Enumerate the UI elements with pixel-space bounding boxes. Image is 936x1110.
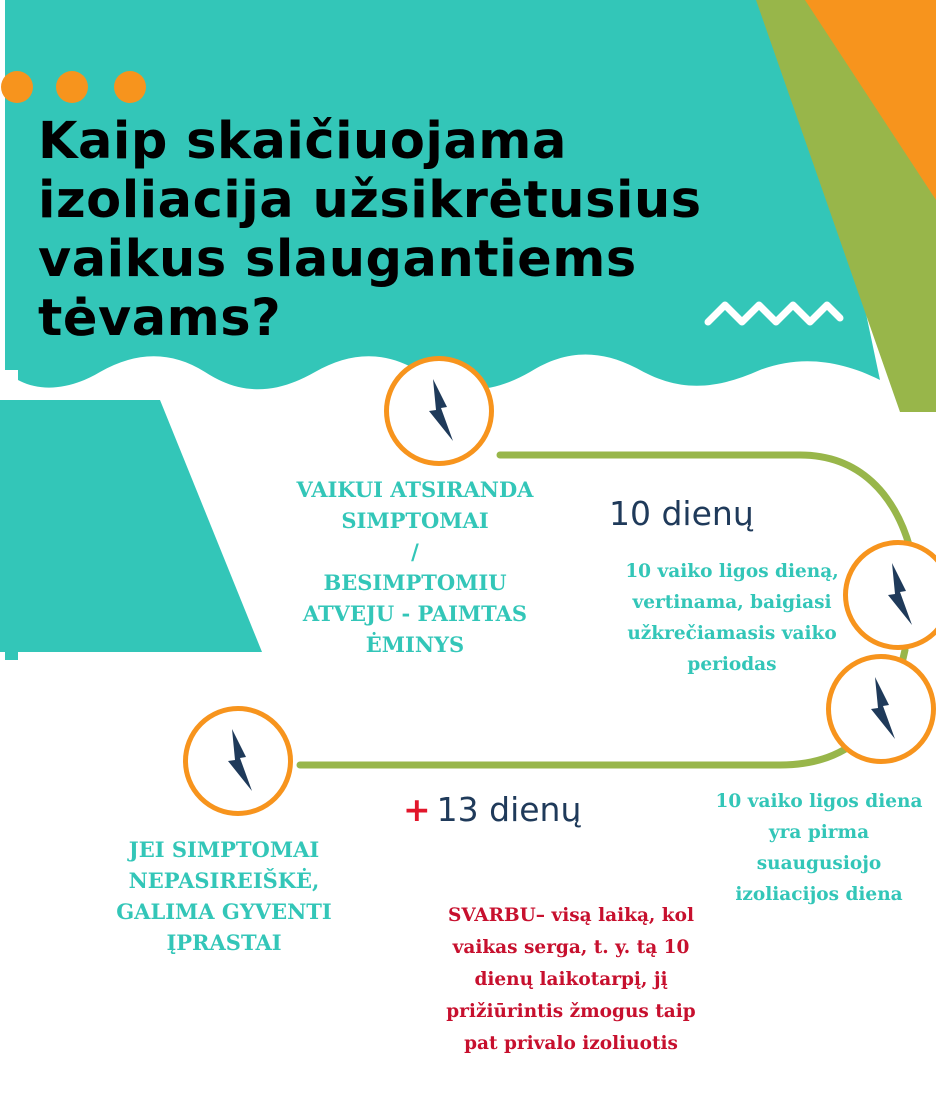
lightning-icon — [188, 711, 288, 811]
lightning-icon — [389, 361, 489, 461]
warning-keyword: SVARBU — [447, 905, 536, 926]
orange-dot — [114, 71, 146, 103]
orange-dot — [1, 71, 33, 103]
ten-days-label: 10 dienų — [609, 494, 754, 533]
timeline-node-symptoms — [384, 356, 494, 466]
thirteen-days-label: + 13 dienų — [403, 790, 582, 829]
plus-sign: + — [403, 790, 431, 829]
adult-isolation-text: 10 vaiko ligos diena yra pirma suaugusiojo izoliacijos diena — [715, 791, 923, 905]
end-of-contagious-text: 10 vaiko ligos dieną, vertinama, baigiasi užkrečiamasis vaiko periodas — [625, 561, 839, 675]
left-white-strip — [0, 370, 18, 400]
timeline-node-no-symptoms — [183, 706, 293, 816]
important-warning: SVARBU– visą laiką, kol vaikas serga, t. y. tą 10 dienų laikotarpį, jį prižiūrintis žmogus taip pat privalo izoliuotis — [446, 905, 696, 1054]
timeline-node-ten-days — [843, 540, 936, 650]
lightning-icon — [848, 545, 936, 645]
symptoms-text: VAIKUI ATSIRANDA SIMPTOMAI / BESIMPTOMIU ATVEJU - PAIMTAS ĖMINYS — [296, 477, 534, 657]
page-title: Kaip skaičiuojama izoliacija užsikrėtusius vaikus slaugantiems tėvams? — [38, 112, 702, 348]
left-teal-block — [0, 400, 262, 652]
no-symptoms-text: JEI SIMPTOMAI NEPASIREIŠKĖ, GALIMA GYVENTI ĮPRASTAI — [116, 837, 332, 955]
orange-dot — [56, 71, 88, 103]
